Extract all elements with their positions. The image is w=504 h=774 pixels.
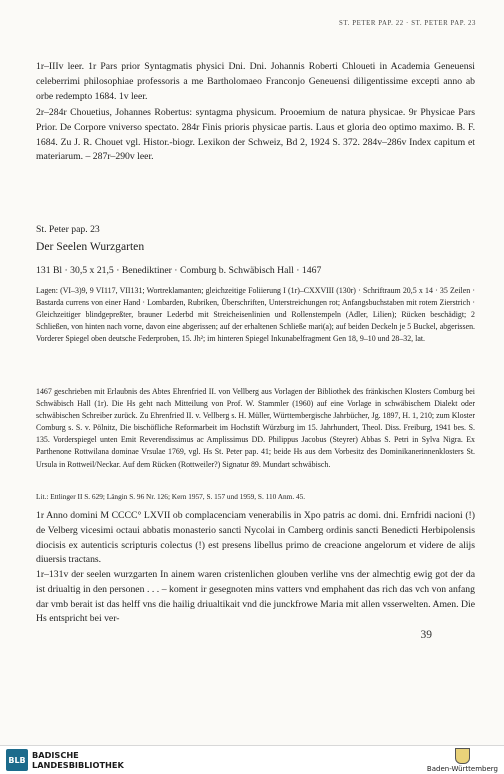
literature-line: Lit.: Ettlinger II S. 629; Längin S. 96 Nr. 126; Kern 1957, S. 157 und 1959, S. 110 Anm. 45. [36, 492, 306, 501]
page-number: 39 [420, 629, 432, 641]
baden-wuerttemberg-label: Baden-Württemberg [426, 765, 498, 773]
history-paragraph: 1467 geschrieben mit Erlaubnis des Abtes Ehrenfried II. von Vellberg aus Vorlagen der Bibliothek des fränkischen Klosters Comburg bei Schwäbisch Hall (1r). Die Hs geht nach Mitteilung von Prof. W. Stammler (1960) auf eine Vorlage in schwäbischem Dialekt oder schwäbischen Schreiber zurück. Zu Ehrenfried II. v. Vellberg s. H. Müller, Württembergische Jahrbücher, Jg. 1897, H. 1, 210; zum Kloster Comburg s. S. v. Pölnitz, Die bischöfliche Reformarbeit im Hochstift Würzburg im 15. Jahrhundert, Theol. Diss. Freiburg, 1941 bes. S. 135. Vorderspiegel unten Emit Reverendissimus ac Amplissimus DD. Philippus Jacobus (Steyrer) Abbas S. Petri in Sylva Nigra. Ex Parthenone Rottwilana dominae Vrsulae 1769, vgl. Hs St. Peter pap. 41; beide Hs aus dem Vorbesitz des Dominikanerinnenklosters St. Ursula in Rottweil/Neckar. Auf dem Rücken (Rottweiler?) Signatur 89. Mundart schwäbisch. [36, 387, 475, 469]
running-head: ST. PETER PAP. 22 · ST. PETER PAP. 23 [338, 20, 476, 27]
state-crest-icon [455, 748, 470, 764]
entry-2r-paragraph: 2r–284r Chouetius, Johannes Robertus: syntagma physicum. Prooemium de natura physicae. 9r Physicae Pars Prior. De Corpore vniverso spectato. 284r Finis prioris physicae partis. Laus et gloria deo optimo maximo. B. F. 1684. Zu J. R. Chouet vgl. Histor.-biogr. Lexikon der Schweiz, Bd 2, 1924 S. 372. 284v–286v Index capitum et materiarum. – 287r–290v leer. [36, 107, 475, 163]
shelfmark-label: St. Peter pap. 23 [36, 224, 100, 235]
codicological-description: Lagen: (VI–3)9, 9 VI117, VII131; Wortreklamanten; gleichzeitige Foliierung I (1r)–CXXVIII (130r) · Schriftraum 20,5 x 14 · 35 Zeilen · Bastarda currens von einer Hand · Lombarden, Rubriken, Überschriften, Unterstreichungen rot; Anfangsbuchstaben mit rotem Zierstrich · Gleichzeitiger blindgepreßter, brauner Lederbd mit Streicheisenlinien und Rollenstempeln (Adler, Lilien); Rücken beschädigt; 2 Schließen, von hinten nach vorne, davon eine abgerissen; auf der erhaltenen Schließe mari(a); auf beiden Deckeln je 5 Buckel, abgerissen. Vorderer Spiegel oben deutsche Federproben, 15. Jh²; im hinteren Spiegel Inkunabelfragment Gen 18, 9–10 und 28–32, lat. [36, 286, 475, 344]
library-name-line-2: LANDESBIBLIOTHEK [32, 760, 124, 770]
blb-logo-icon[interactable]: BLB [6, 749, 28, 771]
viewer-footer [0, 745, 504, 774]
library-name-line-1: BADISCHE [32, 750, 79, 760]
entry-1r-paragraph: 1r–IIIv leer. 1r Pars prior Syntagmatis physici Dni. Dni. Johannis Roberti Chloueti in Academia Geneuensi celeberrimi philosophiae professoris a me Bartholomaeo Franconjo Geneuensi diligentissime excepti anno ab orbe redempto 1684. 1v leer. [36, 61, 475, 102]
manuscript-title: Der Seelen Wurzgarten [36, 240, 145, 253]
manuscript-meta: 131 Bl · 30,5 x 21,5 · Benediktiner · Comburg b. Schwäbisch Hall · 1467 [36, 265, 322, 276]
library-name[interactable] [32, 750, 124, 770]
text-incipit-paragraph: 1r–131v der seelen wurzgarten In ainem waren cristenlichen glouben verlihe vns der almechtig ewig got der da ist driualtig in den personen . . . – koment ir gesegnoten mins vatters vnd emphahent das rich das vch von anfang dar vmb berait ist das helff vns die hailig driualtikait vnd die junckfrowe Maria mit allen vsserwelten. Amen. Die Hs entspricht bei ver- [36, 569, 475, 625]
baden-wuerttemberg-logo[interactable] [427, 748, 498, 773]
colophon-paragraph: 1r Anno domini M CCCC° LXVII ob complacenciam venerabilis in Xpo patris ac domi. dni. Ernfridi nacioni (!) de Velberg vicesimi octaui abbatis monasterio sancti Nycolai in Camberg ordinis sancti Benedicti Herbipolensis diocisis ex autenticis scripturis colectus (!) est presens libellus primo de creacione angelorum et videre de alijs diuersis tractans. [36, 510, 475, 566]
